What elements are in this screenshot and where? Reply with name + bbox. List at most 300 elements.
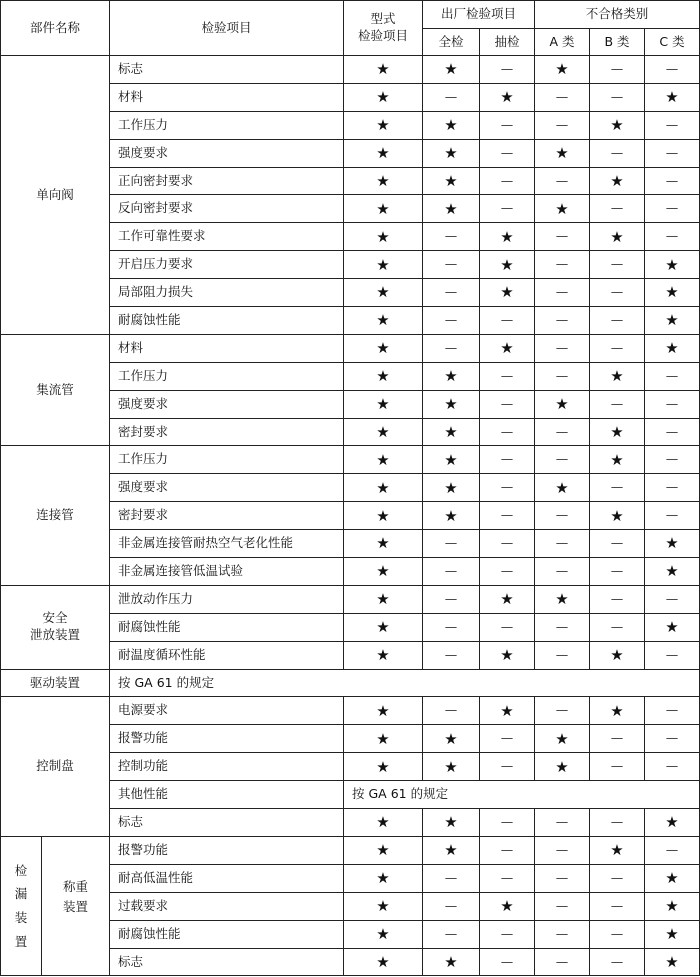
dash-mark: — [610, 563, 624, 579]
inspection-item-cell: 强度要求 [110, 390, 344, 418]
table-row [1, 446, 700, 474]
star-mark: ★ [376, 171, 390, 190]
star-mark: ★ [376, 422, 390, 441]
mark-cell [535, 334, 590, 362]
mark-cell [645, 195, 700, 223]
mark-cell [344, 920, 423, 948]
dash-mark: — [555, 451, 569, 467]
mark-cell [480, 139, 535, 167]
inspection-item-cell: 耐腐蚀性能 [110, 920, 344, 948]
dash-mark: — [610, 814, 624, 830]
dash-mark: — [555, 367, 569, 383]
mark-cell [423, 474, 480, 502]
mark-cell [590, 920, 645, 948]
mark-cell [423, 418, 480, 446]
dash-mark: — [665, 479, 679, 495]
star-mark: ★ [444, 841, 458, 860]
inspection-item-cell: 泄放动作压力 [110, 585, 344, 613]
mark-cell [535, 558, 590, 586]
dash-mark: — [610, 312, 624, 328]
mark-cell [480, 474, 535, 502]
dash-mark: — [555, 702, 569, 718]
mark-cell [423, 111, 480, 139]
mark-cell [645, 892, 700, 920]
mark-cell [423, 83, 480, 111]
star-mark: ★ [610, 506, 624, 525]
star-mark: ★ [376, 757, 390, 776]
table-row [1, 585, 700, 613]
mark-cell [590, 195, 645, 223]
dash-mark: — [500, 61, 514, 76]
star-mark: ★ [444, 116, 458, 135]
leak-device-name-char: 装 [14, 910, 28, 926]
dash-mark: — [555, 423, 569, 439]
mark-cell [590, 753, 645, 781]
header-class-c: C 类 [645, 29, 700, 56]
dash-mark: — [500, 563, 514, 579]
mark-cell [645, 585, 700, 613]
dash-mark: — [555, 563, 569, 579]
mark-cell [535, 474, 590, 502]
leak-device-name-char: 漏 [14, 886, 28, 902]
mark-cell [645, 83, 700, 111]
inspection-item-cell: 标志 [110, 809, 344, 837]
star-mark: ★ [376, 311, 390, 330]
mark-cell [423, 892, 480, 920]
dash-mark: — [555, 646, 569, 662]
mark-cell [344, 139, 423, 167]
mark-cell [535, 251, 590, 279]
mark-cell [423, 558, 480, 586]
mark-cell [344, 390, 423, 418]
mark-cell [480, 167, 535, 195]
mark-cell [645, 279, 700, 307]
mark-cell [423, 585, 480, 613]
dash-mark: — [665, 841, 679, 857]
star-mark: ★ [444, 506, 458, 525]
inspection-item-cell: 其他性能 [110, 781, 344, 809]
mark-cell [645, 725, 700, 753]
star-mark: ★ [376, 506, 390, 525]
dash-mark: — [610, 925, 624, 941]
part-name-cell: 单向阀 [1, 56, 110, 335]
star-mark: ★ [500, 227, 514, 246]
mark-cell [645, 362, 700, 390]
inspection-item-cell: 材料 [110, 334, 344, 362]
inspection-item-cell: 强度要求 [110, 474, 344, 502]
mark-cell [535, 56, 590, 84]
mark-cell [535, 697, 590, 725]
star-mark: ★ [376, 450, 390, 469]
star-mark: ★ [444, 422, 458, 441]
mark-cell [480, 613, 535, 641]
dash-mark: — [500, 535, 514, 551]
dash-mark: — [555, 88, 569, 104]
mark-cell [590, 892, 645, 920]
star-mark: ★ [610, 450, 624, 469]
mark-cell [480, 641, 535, 669]
mark-cell [590, 558, 645, 586]
inspection-item-cell: 过载要求 [110, 892, 344, 920]
dash-mark: — [500, 730, 514, 746]
part-name-cell: 驱动装置 [1, 669, 110, 697]
mark-cell [344, 558, 423, 586]
weighing-device-name-cell [42, 836, 110, 975]
dash-mark: — [610, 200, 624, 216]
star-mark: ★ [376, 646, 390, 665]
mark-cell [423, 725, 480, 753]
dash-mark: — [444, 535, 458, 551]
dash-mark: — [555, 897, 569, 913]
mark-cell [590, 446, 645, 474]
drive-note: 按 GA 61 的规定 [110, 669, 700, 697]
dash-mark: — [555, 953, 569, 969]
star-mark: ★ [555, 729, 569, 748]
star-mark: ★ [665, 897, 679, 916]
star-mark: ★ [665, 813, 679, 832]
star-mark: ★ [500, 646, 514, 665]
star-mark: ★ [665, 311, 679, 330]
part-name-line1: 安全 [42, 610, 68, 626]
star-mark: ★ [444, 367, 458, 386]
mark-cell [344, 530, 423, 558]
mark-cell [423, 530, 480, 558]
dash-mark: — [665, 395, 679, 411]
dash-mark: — [500, 953, 514, 969]
star-mark: ★ [665, 283, 679, 302]
mark-cell [535, 111, 590, 139]
dash-mark: — [555, 841, 569, 857]
star-mark: ★ [610, 227, 624, 246]
dash-mark: — [665, 590, 679, 606]
mark-cell [423, 446, 480, 474]
mark-cell [423, 56, 480, 84]
dash-mark: — [610, 395, 624, 411]
mark-cell [423, 195, 480, 223]
leak-device-name-char: 置 [14, 933, 28, 949]
mark-cell [344, 725, 423, 753]
mark-cell [645, 836, 700, 864]
mark-cell [645, 418, 700, 446]
mark-cell [344, 362, 423, 390]
header-inspection-item: 检验项目 [110, 1, 344, 56]
dash-mark: — [610, 479, 624, 495]
mark-cell [535, 948, 590, 976]
mark-cell [535, 613, 590, 641]
mark-cell [535, 530, 590, 558]
mark-cell [535, 195, 590, 223]
inspection-item-cell: 电源要求 [110, 697, 344, 725]
mark-cell [344, 502, 423, 530]
inspection-item-cell: 局部阻力损失 [110, 279, 344, 307]
star-mark: ★ [665, 255, 679, 274]
dash-mark: — [610, 730, 624, 746]
dash-mark: — [555, 339, 569, 355]
dash-mark: — [500, 423, 514, 439]
dash-mark: — [500, 367, 514, 383]
mark-cell [344, 864, 423, 892]
star-mark: ★ [500, 339, 514, 358]
inspection-item-cell: 非金属连接管低温试验 [110, 558, 344, 586]
mark-cell [480, 920, 535, 948]
star-mark: ★ [444, 757, 458, 776]
inspection-item-cell: 报警功能 [110, 836, 344, 864]
mark-cell [535, 279, 590, 307]
mark-cell [645, 809, 700, 837]
dash-mark: — [665, 646, 679, 662]
star-mark: ★ [376, 60, 390, 79]
mark-cell [535, 920, 590, 948]
mark-cell [645, 502, 700, 530]
mark-cell [590, 56, 645, 84]
part-name-cell: 集流管 [1, 334, 110, 446]
mark-cell [480, 83, 535, 111]
mark-cell [423, 279, 480, 307]
header-part-name: 部件名称 [1, 1, 110, 56]
mark-cell [344, 223, 423, 251]
star-mark: ★ [555, 590, 569, 609]
star-mark: ★ [444, 478, 458, 497]
dash-mark: — [610, 339, 624, 355]
dash-mark: — [444, 702, 458, 718]
header-class-a: A 类 [535, 29, 590, 56]
mark-cell [344, 334, 423, 362]
dash-mark: — [555, 507, 569, 523]
dash-mark: — [665, 61, 679, 76]
star-mark: ★ [376, 618, 390, 637]
inspection-item-cell: 工作可靠性要求 [110, 223, 344, 251]
mark-cell [344, 641, 423, 669]
dash-mark: — [555, 312, 569, 328]
mark-cell [645, 307, 700, 335]
star-mark: ★ [665, 924, 679, 943]
star-mark: ★ [376, 952, 390, 971]
mark-cell [535, 167, 590, 195]
inspection-item-cell: 材料 [110, 83, 344, 111]
dash-mark: — [610, 256, 624, 272]
dash-mark: — [555, 814, 569, 830]
dash-mark: — [500, 451, 514, 467]
star-mark: ★ [376, 227, 390, 246]
star-mark: ★ [376, 143, 390, 162]
mark-cell [480, 892, 535, 920]
mark-cell [590, 83, 645, 111]
inspection-item-cell: 标志 [110, 948, 344, 976]
mark-cell [344, 613, 423, 641]
star-mark: ★ [610, 646, 624, 665]
star-mark: ★ [610, 841, 624, 860]
dash-mark: — [610, 618, 624, 634]
dash-mark: — [610, 758, 624, 774]
other-performance-note: 按 GA 61 的规定 [344, 781, 700, 809]
star-mark: ★ [665, 534, 679, 553]
star-mark: ★ [610, 171, 624, 190]
mark-cell [590, 613, 645, 641]
star-mark: ★ [665, 339, 679, 358]
mark-cell [423, 139, 480, 167]
mark-cell [480, 948, 535, 976]
star-mark: ★ [376, 924, 390, 943]
dash-mark: — [500, 116, 514, 132]
mark-cell [344, 251, 423, 279]
mark-cell [535, 585, 590, 613]
star-mark: ★ [444, 450, 458, 469]
dash-mark: — [610, 869, 624, 885]
dash-mark: — [500, 395, 514, 411]
mark-cell [535, 223, 590, 251]
part-name-cell: 连接管 [1, 446, 110, 585]
mark-cell [480, 418, 535, 446]
mark-cell [590, 279, 645, 307]
dash-mark: — [444, 869, 458, 885]
mark-cell [423, 251, 480, 279]
dash-mark: — [665, 758, 679, 774]
mark-cell [535, 446, 590, 474]
mark-cell [480, 836, 535, 864]
star-mark: ★ [444, 729, 458, 748]
mark-cell [344, 474, 423, 502]
dash-mark: — [555, 228, 569, 244]
mark-cell [480, 585, 535, 613]
mark-cell [344, 279, 423, 307]
mark-cell [535, 864, 590, 892]
dash-mark: — [610, 535, 624, 551]
mark-cell [590, 836, 645, 864]
dash-mark: — [444, 312, 458, 328]
star-mark: ★ [444, 143, 458, 162]
mark-cell [535, 892, 590, 920]
dash-mark: — [555, 535, 569, 551]
mark-cell [590, 585, 645, 613]
mark-cell [423, 948, 480, 976]
mark-cell [480, 279, 535, 307]
star-mark: ★ [376, 729, 390, 748]
inspection-item-cell: 开启压力要求 [110, 251, 344, 279]
table-row [1, 669, 700, 697]
mark-cell [645, 139, 700, 167]
dash-mark: — [500, 507, 514, 523]
dash-mark: — [610, 61, 624, 76]
mark-cell [423, 362, 480, 390]
mark-cell [344, 418, 423, 446]
dash-mark: — [500, 869, 514, 885]
star-mark: ★ [376, 590, 390, 609]
table-row [1, 836, 700, 864]
dash-mark: — [500, 312, 514, 328]
mark-cell [344, 836, 423, 864]
mark-cell [590, 111, 645, 139]
star-mark: ★ [444, 171, 458, 190]
inspection-item-cell: 密封要求 [110, 418, 344, 446]
mark-cell [645, 697, 700, 725]
mark-cell [423, 697, 480, 725]
star-mark: ★ [610, 367, 624, 386]
star-mark: ★ [610, 116, 624, 135]
mark-cell [344, 753, 423, 781]
mark-cell [645, 613, 700, 641]
dash-mark: — [610, 590, 624, 606]
inspection-item-cell: 工作压力 [110, 362, 344, 390]
dash-mark: — [444, 618, 458, 634]
inspection-item-cell: 耐温度循环性能 [110, 641, 344, 669]
mark-cell [535, 725, 590, 753]
mark-cell [535, 83, 590, 111]
mark-cell [590, 167, 645, 195]
mark-cell [590, 530, 645, 558]
star-mark: ★ [555, 757, 569, 776]
dash-mark: — [665, 423, 679, 439]
mark-cell [535, 641, 590, 669]
star-mark: ★ [500, 283, 514, 302]
mark-cell [423, 334, 480, 362]
dash-mark: — [610, 144, 624, 160]
dash-mark: — [500, 479, 514, 495]
dash-mark: — [500, 758, 514, 774]
mark-cell [423, 307, 480, 335]
mark-cell [590, 223, 645, 251]
dash-mark: — [444, 563, 458, 579]
inspection-item-cell: 正向密封要求 [110, 167, 344, 195]
mark-cell [535, 390, 590, 418]
mark-cell [423, 167, 480, 195]
mark-cell [344, 697, 423, 725]
mark-cell [645, 56, 700, 84]
mark-cell [344, 446, 423, 474]
mark-cell [645, 390, 700, 418]
star-mark: ★ [555, 395, 569, 413]
mark-cell [535, 307, 590, 335]
dash-mark: — [555, 925, 569, 941]
mark-cell [645, 641, 700, 669]
inspection-item-cell: 强度要求 [110, 139, 344, 167]
mark-cell [645, 948, 700, 976]
dash-mark: — [665, 730, 679, 746]
mark-cell [423, 864, 480, 892]
star-mark: ★ [376, 701, 390, 720]
dash-mark: — [610, 88, 624, 104]
dash-mark: — [665, 451, 679, 467]
mark-cell [344, 307, 423, 335]
star-mark: ★ [376, 813, 390, 832]
mark-cell [590, 725, 645, 753]
dash-mark: — [500, 618, 514, 634]
mark-cell [480, 223, 535, 251]
header-factory-test: 出厂检验项目 [423, 1, 535, 29]
dash-mark: — [610, 284, 624, 300]
dash-mark: — [610, 953, 624, 969]
dash-mark: — [444, 646, 458, 662]
mark-cell [423, 809, 480, 837]
mark-cell [344, 948, 423, 976]
mark-cell [535, 753, 590, 781]
mark-cell [423, 753, 480, 781]
header-nonconform: 不合格类别 [535, 1, 700, 29]
star-mark: ★ [555, 60, 569, 79]
dash-mark: — [500, 172, 514, 188]
star-mark: ★ [376, 897, 390, 916]
dash-mark: — [444, 590, 458, 606]
dash-mark: — [500, 200, 514, 216]
dash-mark: — [665, 116, 679, 132]
part-name-cell: 控制盘 [1, 697, 110, 836]
mark-cell [344, 892, 423, 920]
inspection-item-cell: 控制功能 [110, 753, 344, 781]
mark-cell [480, 725, 535, 753]
inspection-item-cell: 报警功能 [110, 725, 344, 753]
table-row [1, 697, 700, 725]
mark-cell [645, 920, 700, 948]
dash-mark: — [555, 284, 569, 300]
